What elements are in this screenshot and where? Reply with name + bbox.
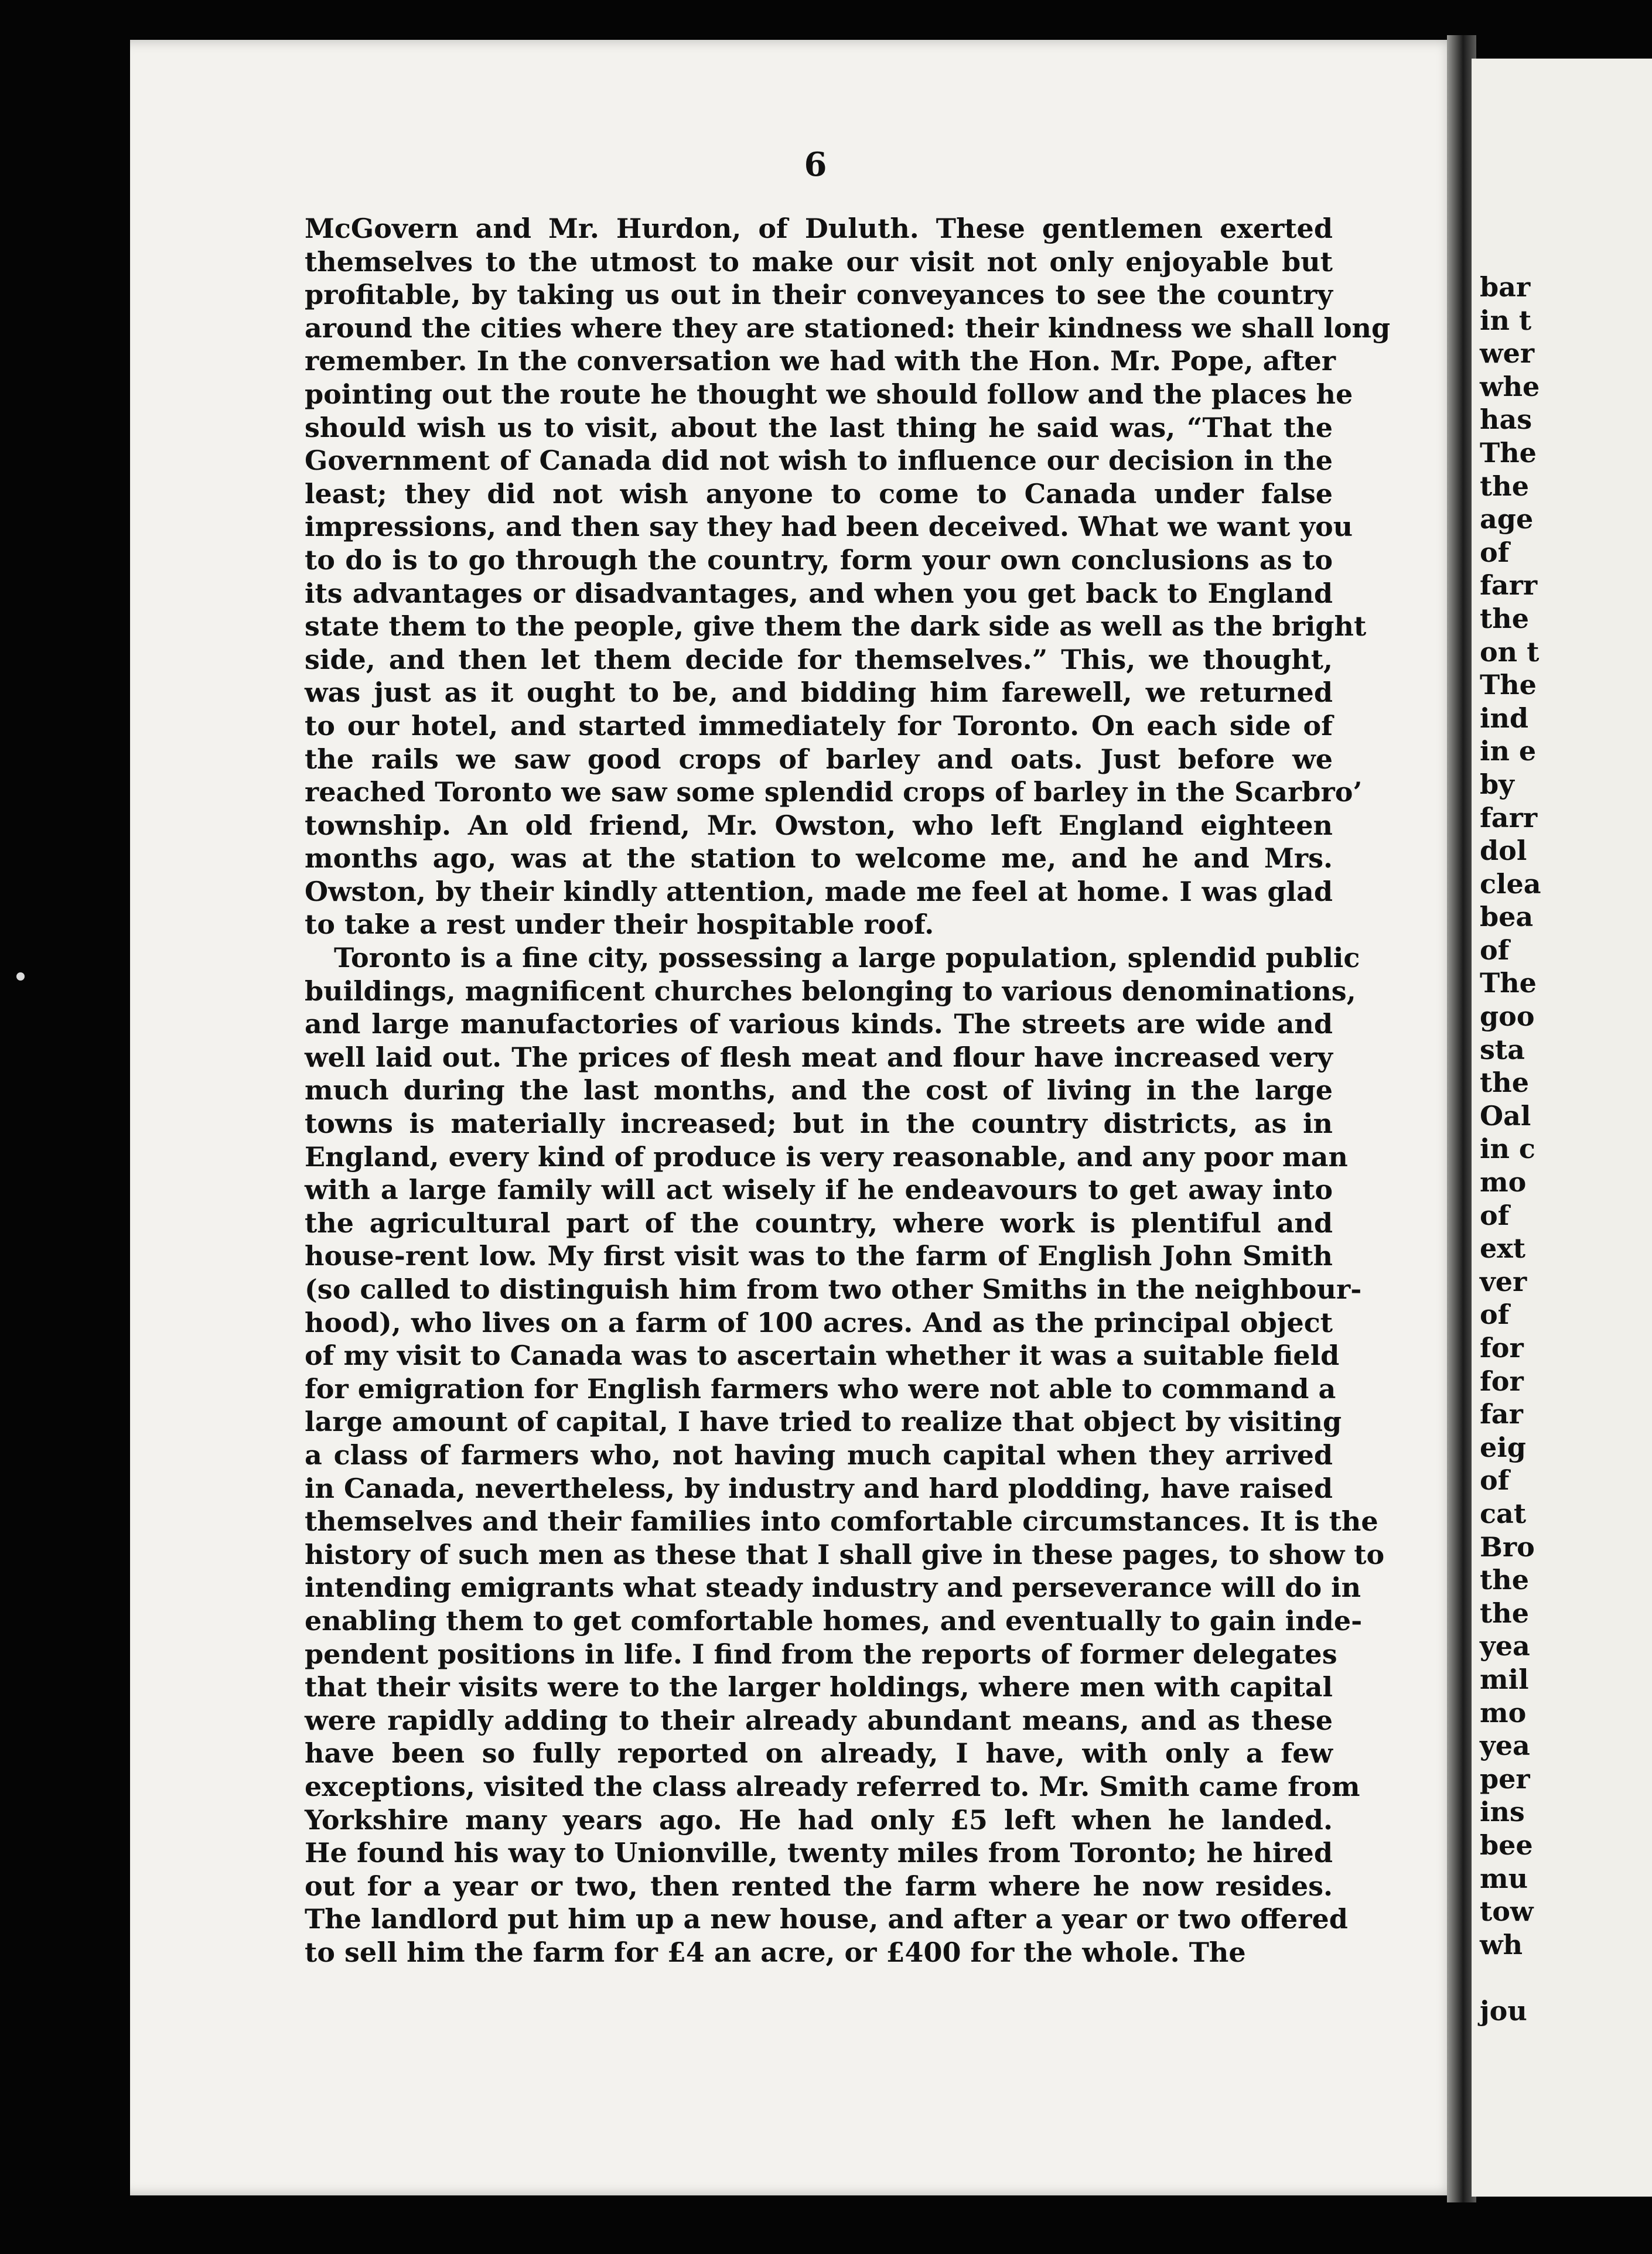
text-line: England, every kind of produce is very reasonable, and any poor man bbox=[305, 1140, 1348, 1173]
text-line: enabling them to get comfortable homes, and eventually to gain inde- bbox=[305, 1604, 1363, 1637]
text-line: township. An old friend, Mr. Owston, who left England eighteen bbox=[305, 809, 1333, 841]
facing-page-fragment: the bbox=[1480, 602, 1529, 634]
facing-page-fragment: in t bbox=[1480, 304, 1532, 336]
text-line: Toronto is a fine city, possessing a large population, splendid public bbox=[334, 942, 1360, 974]
facing-page-fragment: in e bbox=[1480, 735, 1537, 767]
facing-page-fragment: the bbox=[1480, 1067, 1529, 1099]
facing-page-fragment: the bbox=[1480, 470, 1529, 502]
text-line: around the cities where they are stationed: their kindness we shall long bbox=[305, 312, 1391, 344]
facing-page-fragment: for bbox=[1480, 1332, 1524, 1364]
facing-page-fragment: by bbox=[1480, 768, 1514, 800]
text-line: He found his way to Unionville, twenty miles from Toronto; he hired bbox=[305, 1837, 1333, 1869]
text-line: were rapidly adding to their already abundant means, and as these bbox=[305, 1704, 1333, 1736]
facing-page-fragment: wh bbox=[1480, 1928, 1523, 1961]
text-line: side, and then let them decide for themselves.” This, we thought, bbox=[305, 643, 1333, 675]
facing-page-fragment: mu bbox=[1480, 1862, 1528, 1894]
text-line: remember. In the conversation we had with the Hon. Mr. Pope, after bbox=[305, 345, 1336, 377]
facing-page bbox=[1472, 59, 1652, 2197]
text-line: buildings, magnificent churches belonging to various denominations, bbox=[305, 975, 1356, 1007]
text-line: that their visits were to the larger holdings, where men with capital bbox=[305, 1671, 1333, 1703]
text-line: pendent positions in life. I find from the reports of former delegates bbox=[305, 1638, 1337, 1670]
facing-page-fragment: mo bbox=[1480, 1696, 1527, 1729]
text-line: to sell him the farm for £4 an acre, or £400 for the whole. The bbox=[305, 1936, 1246, 1968]
facing-page-fragment: ver bbox=[1480, 1265, 1527, 1297]
facing-page-fragment: yea bbox=[1480, 1630, 1530, 1662]
text-line: house-rent low. My first visit was to the farm of English John Smith bbox=[305, 1240, 1333, 1272]
text-line: of my visit to Canada was to ascertain whether it was a suitable field bbox=[305, 1340, 1340, 1372]
text-line: in Canada, nevertheless, by industry and hard plodding, have raised bbox=[305, 1472, 1333, 1504]
text-line: with a large family will act wisely if he endeavours to get away into bbox=[305, 1174, 1333, 1206]
facing-page-fragment: of bbox=[1480, 1299, 1510, 1331]
facing-page-fragment: bar bbox=[1480, 271, 1531, 303]
text-line: to take a rest under their hospitable roof. bbox=[305, 909, 934, 941]
text-line: impressions, and then say they had been deceived. What we want you bbox=[305, 511, 1353, 543]
facing-page-fragment: sta bbox=[1480, 1033, 1525, 1065]
facing-page-fragment: farr bbox=[1480, 801, 1538, 834]
facing-page-fragment: farr bbox=[1480, 569, 1538, 602]
text-line: to our hotel, and started immediately for Toronto. On each side of bbox=[305, 709, 1333, 742]
text-line: to do is to go through the country, form your own conclusions as to bbox=[305, 544, 1333, 576]
facing-page-fragment: The bbox=[1480, 669, 1537, 701]
facing-page-fragment: age bbox=[1480, 503, 1534, 535]
facing-page-fragment: Bro bbox=[1480, 1531, 1535, 1563]
text-line: towns is materially increased; but in the country districts, as in bbox=[305, 1108, 1333, 1140]
facing-page-fragment: of bbox=[1480, 1199, 1510, 1231]
text-line: Yorkshire many years ago. He had only £5 left when he landed. bbox=[305, 1804, 1333, 1836]
facing-page-fragment bbox=[1480, 1961, 1652, 1995]
facing-page-fragment: clea bbox=[1480, 868, 1541, 900]
facing-page-fragment: bea bbox=[1480, 901, 1534, 933]
facing-page-fragment: yea bbox=[1480, 1730, 1530, 1762]
text-line: much during the last months, and the cost of living in the large bbox=[305, 1074, 1333, 1106]
text-line: Government of Canada did not wish to influence our decision in the bbox=[305, 445, 1333, 477]
text-line: a class of farmers who, not having much capital when they arrived bbox=[305, 1439, 1333, 1471]
facing-page-fragment: tow bbox=[1480, 1896, 1534, 1928]
text-line: (so called to distinguish him from two other Smiths in the neighbour- bbox=[305, 1273, 1362, 1305]
text-line: have been so fully reported on already, I have, with only a few bbox=[305, 1737, 1333, 1770]
facing-page-fragment: in c bbox=[1480, 1133, 1535, 1165]
facing-page-fragment: the bbox=[1480, 1597, 1529, 1629]
facing-page-fragment: dol bbox=[1480, 835, 1527, 867]
text-line: reached Toronto we saw some splendid crops of barley in the Scarbro’ bbox=[305, 776, 1363, 808]
text-line: Owston, by their kindly attention, made me feel at home. I was glad bbox=[305, 875, 1333, 907]
facing-page-fragment: wer bbox=[1480, 337, 1535, 370]
text-line: history of such men as these that I shall give in these pages, to show to bbox=[305, 1538, 1385, 1570]
text-line: themselves and their families into comfortable circumstances. It is the bbox=[305, 1505, 1378, 1538]
facing-page-fragment: mo bbox=[1480, 1166, 1527, 1198]
paragraph bbox=[305, 212, 1391, 941]
facing-page-text bbox=[1480, 271, 1652, 2027]
text-line: intending emigrants what steady industry and perseverance will do in bbox=[305, 1572, 1361, 1604]
dust-speck bbox=[16, 972, 25, 981]
text-line: for emigration for English farmers who were not able to command a bbox=[305, 1372, 1336, 1405]
facing-page-fragment: The bbox=[1480, 436, 1537, 469]
text-line: the agricultural part of the country, where work is plentiful and bbox=[305, 1207, 1333, 1239]
text-line: the rails we saw good crops of barley and oats. Just before we bbox=[305, 743, 1333, 775]
facing-page-fragment: ind bbox=[1480, 702, 1529, 734]
text-line: was just as it ought to be, and bidding him farewell, we returned bbox=[305, 677, 1333, 709]
body-text bbox=[305, 212, 1391, 2086]
facing-page-fragment: per bbox=[1480, 1763, 1530, 1795]
text-line: and large manufactories of various kinds. The streets are wide and bbox=[305, 1008, 1333, 1040]
facing-page-fragment: ext bbox=[1480, 1232, 1525, 1265]
facing-page-fragment: jou bbox=[1480, 1995, 1527, 2027]
text-line: months ago, was at the station to welcome me, and he and Mrs. bbox=[305, 842, 1333, 875]
text-line: least; they did not wish anyone to come to Canada under false bbox=[305, 477, 1333, 510]
text-line: large amount of capital, I have tried to realize that object by visiting bbox=[305, 1406, 1342, 1438]
facing-page-fragment: mil bbox=[1480, 1663, 1529, 1695]
text-line: hood), who lives on a farm of 100 acres. And as the principal object bbox=[305, 1306, 1333, 1338]
text-line: out for a year or two, then rented the farm where he now resides. bbox=[305, 1870, 1333, 1902]
paragraph bbox=[305, 941, 1385, 1969]
facing-page-fragment: cat bbox=[1480, 1497, 1527, 1529]
text-line: should wish us to visit, about the last thing he said was, “That the bbox=[305, 411, 1333, 443]
text-line: The landlord put him up a new house, and after a year or two offered bbox=[305, 1903, 1348, 1935]
facing-page-fragment: of bbox=[1480, 1464, 1510, 1497]
text-line: well laid out. The prices of flesh meat and flour have increased very bbox=[305, 1041, 1333, 1073]
text-line: pointing out the route he thought we should follow and the places he bbox=[305, 378, 1353, 410]
facing-page-fragment: Oal bbox=[1480, 1099, 1531, 1132]
text-line: its advantages or disadvantages, and when you get back to England bbox=[305, 577, 1333, 609]
facing-page-fragment: for bbox=[1480, 1365, 1524, 1397]
facing-page-fragment: has bbox=[1480, 404, 1532, 436]
facing-page-fragment: the bbox=[1480, 1564, 1529, 1596]
facing-page-fragment: ins bbox=[1480, 1796, 1525, 1828]
facing-page-fragment: The bbox=[1480, 967, 1537, 999]
facing-page-fragment: bee bbox=[1480, 1829, 1533, 1861]
facing-page-fragment: goo bbox=[1480, 1000, 1535, 1033]
text-line: themselves to the utmost to make our visit not only enjoyable but bbox=[305, 245, 1333, 278]
text-line: exceptions, visited the class already referred to. Mr. Smith came from bbox=[305, 1770, 1360, 1802]
text-line: state them to the people, give them the dark side as well as the bright bbox=[305, 610, 1367, 643]
page-number: 6 bbox=[804, 145, 827, 184]
facing-page-fragment: far bbox=[1480, 1398, 1523, 1430]
facing-page-fragment: eig bbox=[1480, 1431, 1526, 1463]
facing-page-fragment: of bbox=[1480, 934, 1510, 966]
text-line: McGovern and Mr. Hurdon, of Duluth. These gentlemen exerted bbox=[305, 213, 1333, 244]
text-line: profitable, by taking us out in their conveyances to see the country bbox=[305, 279, 1333, 311]
facing-page-fragment: whe bbox=[1480, 370, 1540, 402]
facing-page-fragment: of bbox=[1480, 536, 1510, 568]
facing-page-fragment: on t bbox=[1480, 636, 1540, 668]
